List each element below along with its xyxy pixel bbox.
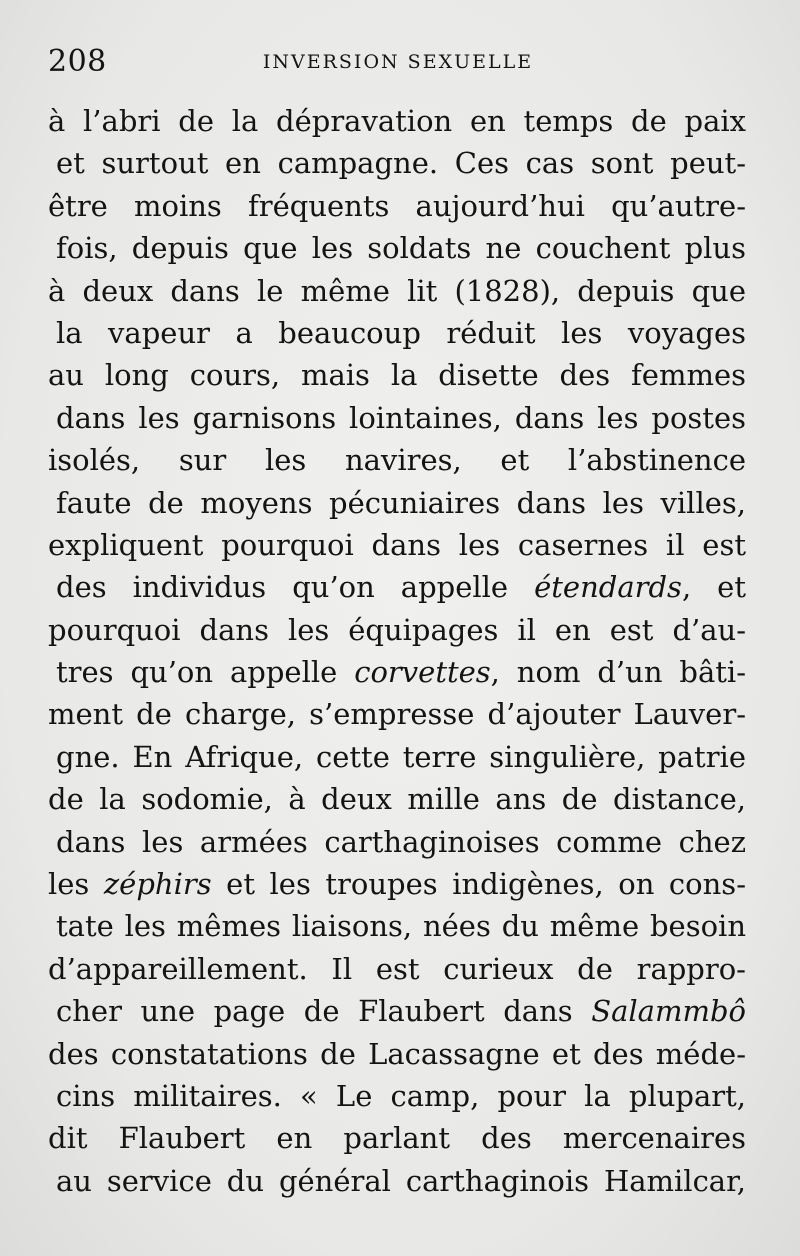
- text-line: [48, 566, 746, 608]
- text-segment: dit Flaubert en parlant des mercenaires: [48, 1121, 746, 1156]
- text-segment: et les troupes indigènes, on cons-: [211, 867, 746, 902]
- text-segment: faute de moyens pécuniaires dans les villes,: [56, 485, 746, 520]
- italic-text: étendards: [534, 570, 682, 605]
- text-line: [48, 1075, 746, 1117]
- text-line: [48, 227, 746, 269]
- running-title: INVERSION SEXUELLE: [262, 51, 534, 73]
- italic-text: zéphirs: [103, 867, 212, 902]
- text-segment: dans les armées carthaginoises comme chez: [56, 824, 746, 859]
- page-header: [48, 40, 748, 84]
- text-segment: fois, depuis que les soldats ne couchent plus: [56, 231, 746, 266]
- text-line: [48, 948, 746, 990]
- text-line: [48, 142, 746, 184]
- text-segment: et surtout en campagne. Ces cas sont peut-: [56, 146, 746, 181]
- text-line: [48, 905, 746, 947]
- text-segment: , nom d’un bâti-: [490, 655, 746, 690]
- text-segment: des constatations de Lacassagne et des méde-: [48, 1036, 746, 1071]
- text-line: [48, 1117, 746, 1159]
- text-line: [48, 863, 746, 905]
- text-segment: pourquoi dans les équipages il en est d’au-: [48, 612, 746, 647]
- text-line: [48, 609, 746, 651]
- text-segment: dans les garnisons lointaines, dans les postes: [56, 400, 746, 435]
- text-line: [48, 1033, 746, 1075]
- text-segment: ment de charge, s’empresse d’ajouter Lauver-: [48, 697, 746, 732]
- text-line: [48, 693, 746, 735]
- text-segment: d’appareillement. Il est curieux de rappro-: [48, 951, 746, 986]
- text-segment: au service du général carthaginois Hamilcar,: [56, 1163, 746, 1198]
- text-line: [48, 397, 746, 439]
- text-line: [48, 312, 746, 354]
- text-segment: cher une page de Flaubert dans: [56, 994, 592, 1029]
- text-segment: la vapeur a beaucoup réduit les voyages: [56, 315, 746, 350]
- text-segment: cins militaires. « Le camp, pour la plupart,: [56, 1078, 746, 1113]
- text-line: [48, 990, 746, 1032]
- text-line: [48, 736, 746, 778]
- text-line: [48, 524, 746, 566]
- text-line: [48, 1160, 746, 1202]
- body-text: [48, 100, 746, 1202]
- text-segment: à deux dans le même lit (1828), depuis que: [48, 273, 746, 308]
- text-line: [48, 185, 746, 227]
- italic-text: Salammbô: [591, 994, 746, 1029]
- text-segment: expliquent pourquoi dans les casernes il est: [48, 527, 746, 562]
- text-line: [48, 482, 746, 524]
- text-segment: être moins fréquents aujourd’hui qu’autre-: [48, 188, 746, 223]
- text-segment: tres qu’on appelle: [56, 655, 355, 690]
- text-segment: des individus qu’on appelle: [56, 570, 535, 605]
- text-line: [48, 778, 746, 820]
- text-line: [48, 354, 746, 396]
- text-segment: isolés, sur les navires, et l’abstinence: [48, 443, 746, 478]
- text-line: [48, 439, 746, 481]
- text-line: [48, 270, 746, 312]
- text-segment: gne. En Afrique, cette terre singulière, patrie: [56, 739, 746, 774]
- italic-text: corvettes: [354, 655, 491, 690]
- text-segment: , et: [681, 570, 746, 605]
- text-segment: les: [48, 867, 104, 902]
- text-line: [48, 100, 746, 142]
- text-segment: à l’abri de la dépravation en temps de paix: [48, 104, 746, 138]
- text-segment: tate les mêmes liaisons, nées du même besoin: [56, 909, 746, 944]
- page-number: 208: [48, 44, 107, 79]
- text-line: [48, 651, 746, 693]
- text-line: [48, 821, 746, 863]
- text-segment: au long cours, mais la disette des femmes: [48, 358, 746, 393]
- text-segment: de la sodomie, à deux mille ans de distance,: [48, 782, 746, 817]
